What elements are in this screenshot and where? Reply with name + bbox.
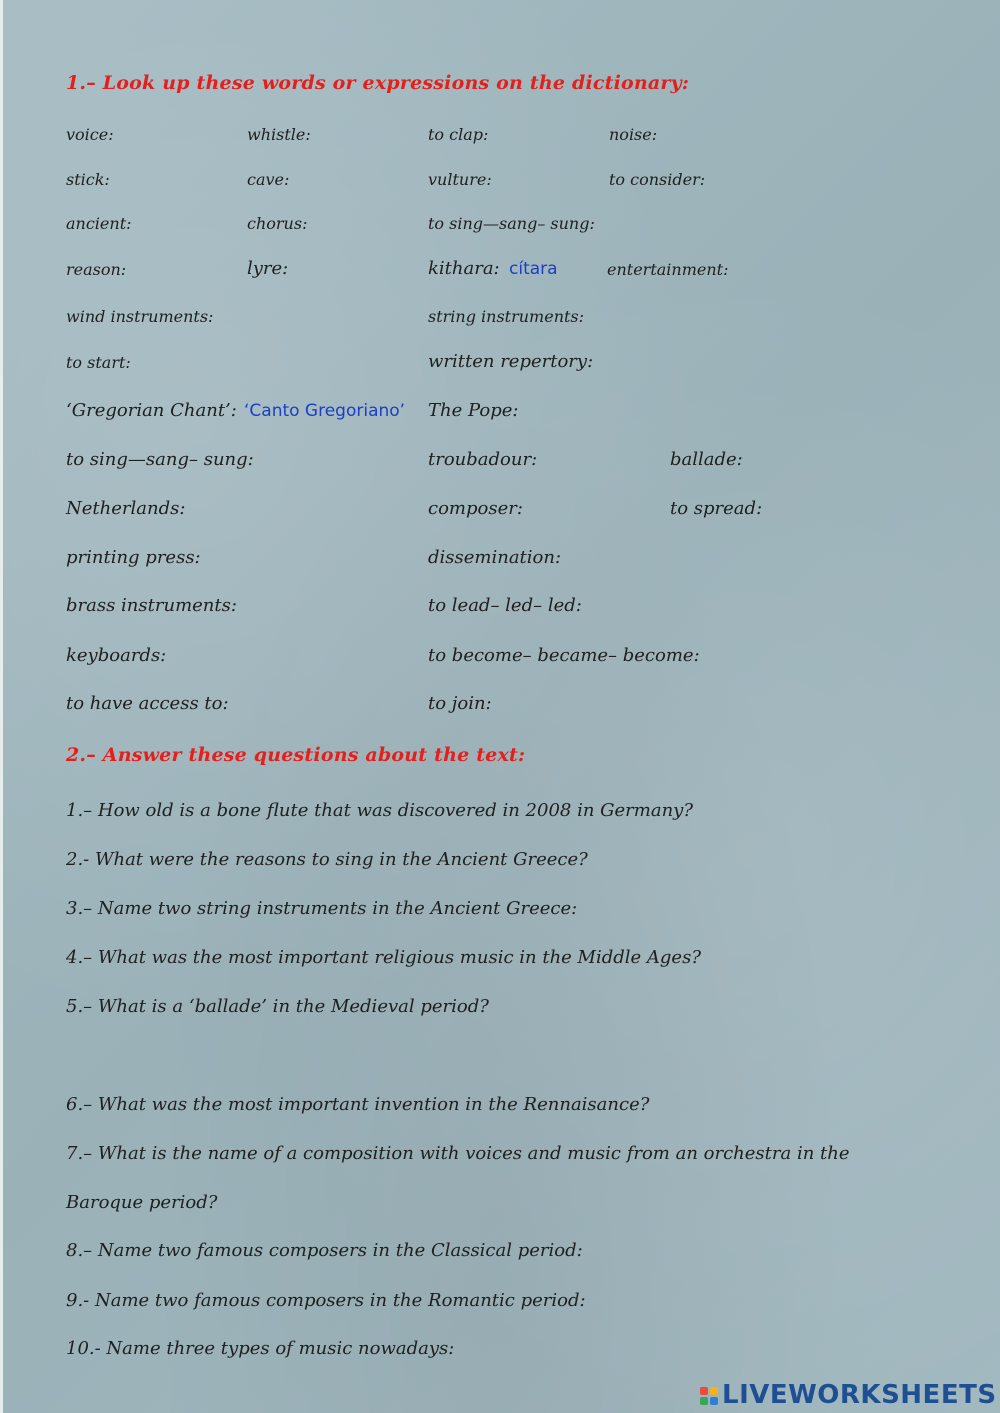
vocab-brass-instruments: brass instruments: — [66, 595, 237, 616]
liveworksheets-logo-icon — [700, 1387, 718, 1405]
vocab-ballade: ballade: — [670, 449, 743, 470]
vocab-to-lead: to lead– led– led: — [428, 595, 582, 616]
vocab-to-join: to join: — [428, 693, 492, 714]
vocab-entertainment: entertainment: — [607, 260, 729, 279]
question-2: 2.- What were the reasons to sing in the Ancient Greece? — [66, 849, 588, 870]
vocab-dissemination: dissemination: — [428, 547, 562, 568]
page-left-edge — [0, 0, 3, 1413]
vocab-troubadour: troubadour: — [428, 449, 538, 470]
vocab-written-repertory: written repertory: — [428, 351, 594, 372]
vocab-to-become: to become– became– become: — [428, 645, 700, 666]
question-4: 4.– What was the most important religious music in the Middle Ages? — [66, 947, 701, 968]
vocab-string-instruments: string instruments: — [428, 307, 585, 326]
vocab-whistle: whistle: — [247, 125, 311, 144]
vocab-to-sing: to sing—sang– sung: — [428, 214, 595, 233]
vocab-stick: stick: — [66, 170, 110, 189]
vocab-ancient: ancient: — [66, 214, 132, 233]
vocab-the-pope: The Pope: — [428, 400, 519, 421]
question-10: 10.- Name three types of music nowadays: — [66, 1338, 455, 1359]
question-1: 1.– How old is a bone flute that was discovered in 2008 in Germany? — [66, 800, 693, 821]
vocab-voice: voice: — [66, 125, 114, 144]
vocab-to-sing-2: to sing—sang– sung: — [66, 449, 254, 470]
section-1-heading: 1.– Look up these words or expressions on the dictionary: — [66, 72, 690, 94]
question-9: 9.- Name two famous composers in the Romantic period: — [66, 1290, 586, 1311]
translation-canto-gregoriano: ‘Canto Gregoriano’ — [244, 401, 406, 421]
vocab-cave: cave: — [247, 170, 290, 189]
vocab-vulture: vulture: — [428, 170, 492, 189]
vocab-chorus: chorus: — [247, 214, 308, 233]
vocab-kithara: kithara: — [428, 258, 500, 279]
vocab-gregorian-chant: ‘Gregorian Chant’: — [66, 400, 237, 421]
logo-square-yellow — [710, 1387, 718, 1395]
question-5: 5.– What is a ‘ballade’ in the Medieval period? — [66, 996, 489, 1017]
vocab-printing-press: printing press: — [66, 547, 201, 568]
vocab-to-clap: to clap: — [428, 125, 489, 144]
section-2-heading: 2.– Answer these questions about the text: — [66, 744, 526, 766]
question-8: 8.– Name two famous composers in the Classical period: — [66, 1240, 583, 1261]
liveworksheets-brand — [700, 1378, 997, 1412]
vocab-to-start: to start: — [66, 353, 131, 372]
vocab-reason: reason: — [66, 260, 127, 279]
question-7: 7.– What is the name of a composition with voices and music from an orchestra in the — [66, 1143, 850, 1164]
logo-square-red — [700, 1387, 708, 1395]
liveworksheets-wordmark: LIVEWORKSHEETS — [722, 1380, 997, 1410]
question-3: 3.– Name two string instruments in the Ancient Greece: — [66, 898, 578, 919]
vocab-composer: composer: — [428, 498, 523, 519]
vocab-wind-instruments: wind instruments: — [66, 307, 214, 326]
logo-square-blue — [710, 1397, 718, 1405]
vocab-to-spread: to spread: — [670, 498, 763, 519]
logo-square-green — [700, 1397, 708, 1405]
question-6: 6.– What was the most important invention in the Rennaisance? — [66, 1094, 650, 1115]
translation-citara: cítara — [509, 259, 558, 279]
vocab-keyboards: keyboards: — [66, 645, 167, 666]
vocab-to-consider: to consider: — [609, 170, 706, 189]
vocab-netherlands: Netherlands: — [66, 498, 186, 519]
vocab-noise: noise: — [609, 125, 658, 144]
question-7-continued: Baroque period? — [66, 1192, 218, 1213]
vocab-to-have-access: to have access to: — [66, 693, 229, 714]
vocab-lyre: lyre: — [247, 258, 289, 279]
